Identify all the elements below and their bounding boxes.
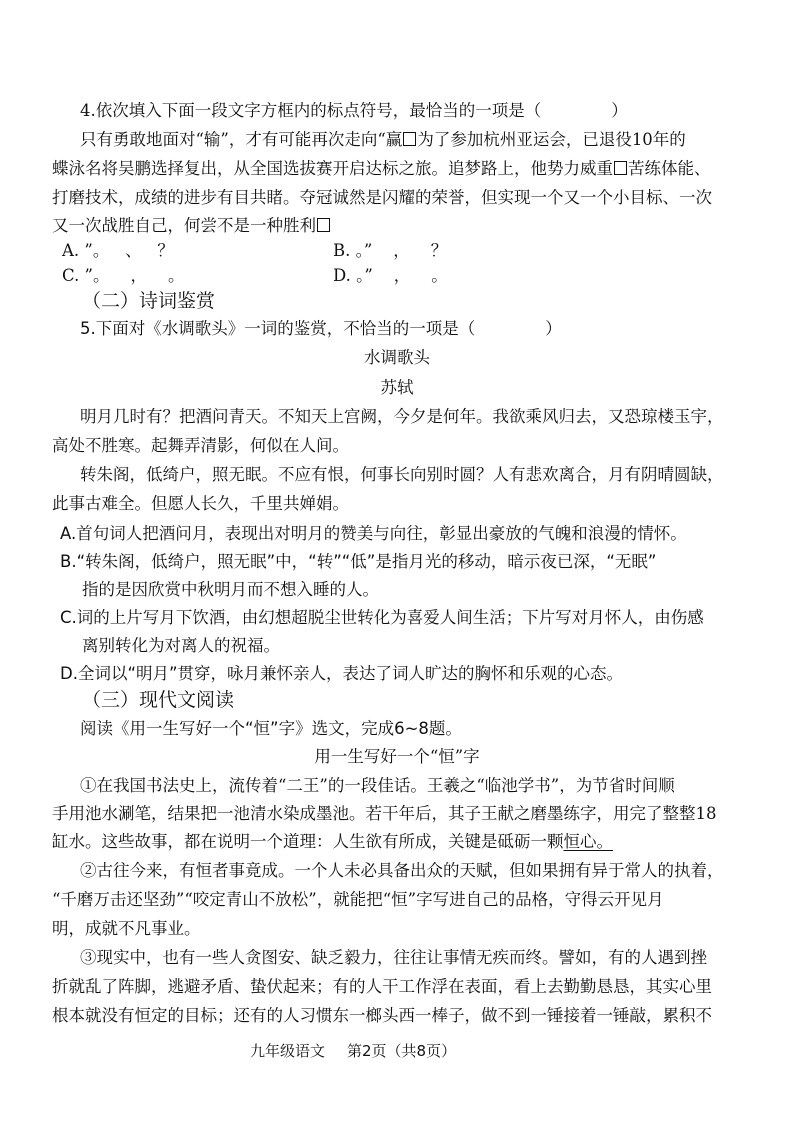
poem-line: 高处不胜寒。起舞弄清影，何似在人间。 (52, 436, 349, 455)
reading-para-3-line: ③现实中，也有一些人贪图安、缺乏毅力，往往让事情无疾而终。譬如，有的人遇到挫 (80, 948, 707, 967)
q5-option-d[interactable]: D.全词以“明月”贯穿，咏月兼怀亲人，表达了词人旷达的胸怀和乐观的心态。 (60, 664, 624, 683)
option-label: D. (333, 266, 351, 285)
q4-passage-line-3: 打磨技术，成绩的进步有目共睹。夺冠诚然是闪耀的荣誉，但实现一个又一个小目标、一次 (52, 188, 712, 207)
section-heading-poetry: （二）诗词鉴赏 (82, 290, 216, 312)
reading-para-2-line: ②古往今来，有恒者事竟成。一个人未必具备出众的天赋，但如果拥有异于常人的执着， (80, 861, 724, 880)
q4-passage-text: 为了参加杭州亚运会，已退役10年的 (417, 130, 686, 149)
footer (250, 1040, 456, 1062)
reading-instruction: 阅读《用一生写好一个“恒”字》选文，完成6~8题。 (80, 719, 462, 738)
q4-option-d[interactable] (333, 265, 448, 287)
reading-para-1-line (52, 831, 613, 853)
q4-option-b[interactable] (333, 240, 447, 262)
q4-passage-text: 只有勇敢地面对“输”，才有可能再次走向“赢 (80, 130, 403, 149)
reading-para-2-line: “千磨万击还坚劲”“咬定青山不放松”，就能把“恒”字写进自己的品格，守得云开见月 (52, 890, 664, 909)
q5-stem-text: 不恰当的一项是（ (343, 319, 476, 338)
q5-option-b-cont: 指的是因欣赏中秋明月而不想入睡的人。 (82, 580, 379, 599)
q4-passage-line-1 (80, 129, 686, 151)
reading-para-3-line: 根本就没有恒定的目标；还有的人习惯东一榔头西一棒子，做不到一锤接着一锤敲，累积不 (52, 1006, 712, 1025)
q4-passage-line-4 (52, 215, 331, 237)
q5-option-b[interactable]: B.“转朱阁，低绮户，照无眠”中，“转”“低”是指月光的移动，暗示夜已深，“无眠” (60, 552, 657, 571)
option-marks: ”。 、 ？ (84, 241, 174, 260)
option-marks: 。” ， 。 (356, 266, 448, 285)
reading-para-3-line: 折就乱了阵脚，逃避矛盾、蛰伏起来；有的人干工作浮在表面，看上去勤勤恳恳，其实心里 (52, 977, 712, 996)
blank-box-icon (614, 161, 627, 175)
q4-passage-line-2 (52, 158, 711, 180)
poem-line: 转朱阁，低绮户，照无眠。不应有恨，何事长向别时圆？人有悲欢离合，月有阴晴圆缺， (80, 465, 724, 484)
q4-stem-text: 依次填入下面一段文字方框内的标点符号，最恰当的一项是（ (95, 101, 542, 120)
q4-stem-close: ） (611, 101, 628, 120)
option-marks: ”。 ， 。 (84, 266, 185, 285)
poem-line: 此事古难全。但愿人长久，千里共婵娟。 (52, 494, 349, 513)
q5-option-c-cont: 离别转化为对离人的祝福。 (82, 636, 280, 655)
reading-para-1-line: ①在我国书法史上，流传着“二王”的一段佳话。王羲之“临池学书”，为节省时间顺 (80, 776, 675, 795)
q4-passage-text: 蝶泳名将吴鹏选择复出，从全国选拔赛开启达标之旅。追梦路上，他势力威重 (52, 159, 613, 178)
q5-option-c[interactable]: C.词的上片写月下饮酒，由幻想超脱尘世转化为喜爱人间生活；下片写对月怀人，由伤感 (60, 608, 704, 627)
option-marks: 。” ， ？ (355, 241, 448, 260)
poem-title: 水调歌头 (364, 348, 430, 367)
q5-stem-text: 5.下面对《水调歌头》一词的鉴赏， (80, 319, 344, 338)
q5-stem-close: ） (545, 319, 562, 338)
reading-text: 缸水。这些故事，都在说明一个道理：人生欲有所成，关键是砥砺一颗 (52, 832, 564, 851)
q4-stem (80, 100, 628, 122)
option-label: A. (62, 241, 80, 260)
q5-stem (80, 318, 562, 340)
poem-author: 苏轼 (380, 378, 414, 397)
q4-passage-text: 又一次战胜自己，何尝不是一种胜利 (52, 216, 316, 235)
blank-box-icon (403, 132, 416, 146)
footer-page-number: 第2页（共8页） (347, 1042, 457, 1060)
option-label: B. (333, 241, 351, 260)
q4-option-a[interactable] (62, 240, 174, 262)
poem-line: 明月几时有？把酒问青天。不知天上宫阙，今夕是何年。我欲乘风归去，又恐琼楼玉宇， (80, 407, 724, 426)
q4-option-c[interactable] (62, 265, 184, 287)
blank-box-icon (317, 218, 330, 232)
reading-para-1-line: 手用池水涮笔，结果把一池清水染成墨池。若干年后，其子王献之磨墨练字，用完了整整18 (52, 804, 717, 823)
q4-passage-text: 苦练体能、 (628, 159, 711, 178)
q5-option-a[interactable]: A.首句词人把酒问月，表现出对明月的赞美与向往，彰显出豪放的气魄和浪漫的情怀。 (60, 524, 687, 543)
footer-subject: 九年级语文 (250, 1042, 326, 1060)
option-label: C. (62, 266, 80, 285)
underlined-phrase: 恒心。 (563, 832, 613, 851)
section-heading-modern: （三）现代文阅读 (82, 689, 235, 711)
reading-para-2-line: 明，成就不凡事业。 (52, 919, 201, 938)
q4-number: 4. (80, 101, 96, 120)
reading-title: 用一生写好一个“恒”字 (314, 747, 480, 766)
